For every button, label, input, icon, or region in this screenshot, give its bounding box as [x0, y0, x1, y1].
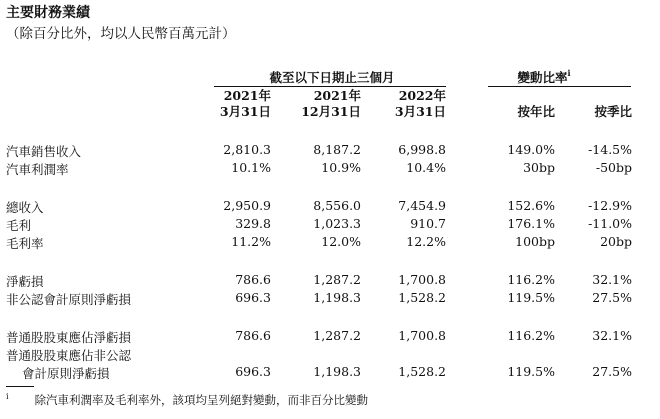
- cell: 329.8: [235, 216, 271, 231]
- footnote-mark: i: [6, 392, 9, 401]
- table-row: [0, 346, 660, 363]
- cell: 1,700.8: [398, 272, 446, 287]
- table-row: [0, 160, 660, 177]
- cell: 8,187.2: [313, 142, 361, 157]
- column-header-q1-2022: 2022年 3月31日: [394, 88, 446, 119]
- column-header-yoy: 按年比: [517, 104, 555, 119]
- cell: 1,528.2: [398, 364, 446, 379]
- cell: 2,950.9: [223, 198, 271, 213]
- table-row: [0, 290, 660, 307]
- table-row: [0, 198, 660, 215]
- table-row: [0, 364, 660, 381]
- cell: 32.1%: [592, 328, 632, 343]
- period-group-header: 截至以下日期止三個月: [269, 70, 395, 85]
- row-label: 普通股股東應佔非公認: [6, 348, 132, 363]
- cell: 1,700.8: [398, 328, 446, 343]
- cell: 786.6: [235, 272, 271, 287]
- row-label: 毛利: [6, 218, 32, 233]
- row-label: 總收入: [6, 200, 44, 215]
- table-row: [0, 272, 660, 289]
- cell: 11.2%: [231, 234, 271, 249]
- column-header-qoq: 按季比: [594, 104, 632, 119]
- cell: 10.9%: [321, 160, 361, 175]
- cell: 1,287.2: [313, 328, 361, 343]
- cell: 119.5%: [507, 364, 555, 379]
- row-label: 汽車銷售收入: [6, 144, 82, 159]
- cell: 27.5%: [592, 364, 632, 379]
- table-row: [0, 328, 660, 345]
- cell: 1,198.3: [313, 290, 361, 305]
- cell: 30bp: [523, 160, 555, 175]
- cell: 100bp: [515, 234, 555, 249]
- row-label: 會計原則淨虧損: [22, 366, 110, 381]
- cell: 910.7: [410, 216, 446, 231]
- cell: 1,023.3: [313, 216, 361, 231]
- cell: 696.3: [235, 364, 271, 379]
- cell: -14.5%: [588, 142, 632, 157]
- cell: -11.0%: [588, 216, 632, 231]
- cell: -50bp: [595, 160, 632, 175]
- change-footnote-mark: i: [567, 68, 571, 78]
- cell: 696.3: [235, 290, 271, 305]
- cell: 176.1%: [507, 216, 555, 231]
- footnote-text: 除汽車利潤率及毛利率外，該項均呈列絕對變動，而非百分比變動: [34, 393, 369, 407]
- cell: 1,198.3: [313, 364, 361, 379]
- cell: 119.5%: [507, 290, 555, 305]
- table-row: [0, 234, 660, 251]
- column-header-q4-2021: 2021年 12月31日: [301, 88, 361, 119]
- cell: 1,528.2: [398, 290, 446, 305]
- cell: 116.2%: [507, 328, 555, 343]
- row-label: 汽車利潤率: [6, 162, 69, 177]
- period-group-rule: [214, 86, 446, 87]
- page-title: 主要財務業績: [6, 5, 90, 21]
- cell: 10.1%: [231, 160, 271, 175]
- row-label: 毛利率: [6, 236, 44, 251]
- cell: 27.5%: [592, 290, 632, 305]
- cell: 6,998.8: [398, 142, 446, 157]
- cell: 1,287.2: [313, 272, 361, 287]
- page-subtitle: （除百分比外，均以人民幣百萬元計）: [6, 26, 236, 42]
- cell: -12.9%: [588, 198, 632, 213]
- change-group-header: 變動比率$^i$: [517, 68, 571, 85]
- table-row: [0, 142, 660, 159]
- cell: 116.2%: [507, 272, 555, 287]
- cell: 152.6%: [507, 198, 555, 213]
- column-header-q1-2021: 2021年 3月31日: [219, 88, 271, 119]
- table-row: [0, 216, 660, 233]
- cell: 12.2%: [406, 234, 446, 249]
- cell: 20bp: [600, 234, 632, 249]
- cell: 2,810.3: [223, 142, 271, 157]
- cell: 149.0%: [507, 142, 555, 157]
- cell: 12.0%: [321, 234, 361, 249]
- row-label: 普通股股東應佔淨虧損: [6, 330, 132, 345]
- footnote-rule: [6, 386, 34, 387]
- row-label: 非公認會計原則淨虧損: [6, 292, 132, 307]
- change-group-rule: [488, 86, 631, 87]
- footnote: [6, 392, 368, 408]
- cell: 32.1%: [592, 272, 632, 287]
- cell: 7,454.9: [398, 198, 446, 213]
- cell: 10.4%: [406, 160, 446, 175]
- cell: 8,556.0: [313, 198, 361, 213]
- row-label: 淨虧損: [6, 274, 44, 289]
- cell: 786.6: [235, 328, 271, 343]
